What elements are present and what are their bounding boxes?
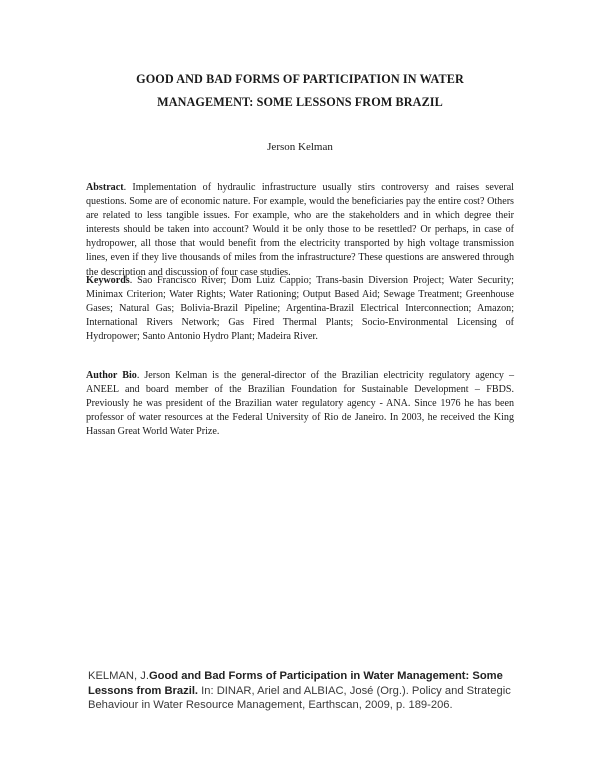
author-bio-label: Author Bio bbox=[86, 370, 137, 381]
citation-details: In: DINAR, Ariel and ALBIAC, José (Org.). Policy and Strategic Behaviour in Water Resource Management, Earthscan, 2009, p. 189-206. bbox=[88, 684, 511, 712]
citation-prefix: KELMAN, J. bbox=[88, 670, 149, 682]
citation-title: Good and Bad Forms of Participation in Water Management: Some Lessons from Brazil. bbox=[88, 670, 503, 697]
keywords-paragraph bbox=[86, 274, 514, 344]
abstract-label: Abstract bbox=[86, 182, 124, 193]
keywords-text: . Sao Francisco River; Dom Luiz Cappio; Trans-basin Diversion Project; Water Security; Minimax Criterion; Water Rights; Water Rationing; Output Based Aid; Sewage Treatment; Greenhouse Gases; Natural Gas; Bolivia-Brazil Pipeline; Argentina-Brazil Electrical Interconnection; Amazon; International Rivers Network; Gas Fired Thermal Plants; Socio-Environmental Licensing of Hydropower; Santo Antonio Hydro Plant; Madeira River. bbox=[86, 275, 514, 343]
author-bio-paragraph bbox=[86, 369, 514, 439]
paper-title bbox=[86, 68, 514, 114]
citation-footer bbox=[88, 669, 528, 713]
paper-title-line-2: MANAGEMENT: SOME LESSONS FROM BRAZIL bbox=[157, 95, 443, 109]
author-bio-text: . Jerson Kelman is the general-director of the Brazilian electricity regulatory agency – ANEEL and board member of the Brazilian Foundation for Sustainable Development – FBDS. Previously he was president of the Brazilian water regulatory agency - ANA. Since 1976 he has been professor of water resources at the Federal University of Rio de Janeiro. In 2003, he received the King Hassan Great World Water Prize. bbox=[86, 370, 514, 438]
keywords-label: Keywords bbox=[86, 275, 130, 286]
abstract-paragraph bbox=[86, 181, 514, 280]
paper-title-line-1: GOOD AND BAD FORMS OF PARTICIPATION IN WATER bbox=[136, 72, 464, 86]
author-name: Jerson Kelman bbox=[267, 141, 333, 153]
abstract-text: . Implementation of hydraulic infrastructure usually stirs controversy and raises several questions. Some are of economic nature. For example, would the beneficiaries pay the entire cost? Others are related to less tangible issues. For example, who are the stakeholders and in which degree their interests should be taken into account? Would it be only those to be resettled? Or perhaps, in case of hydropower, all those that would benefit from the electricity transported by high voltage transmission lines, even if they live thousands of miles from the infrastructure? These questions are answered through the description and discussion of four case studies. bbox=[86, 182, 514, 278]
